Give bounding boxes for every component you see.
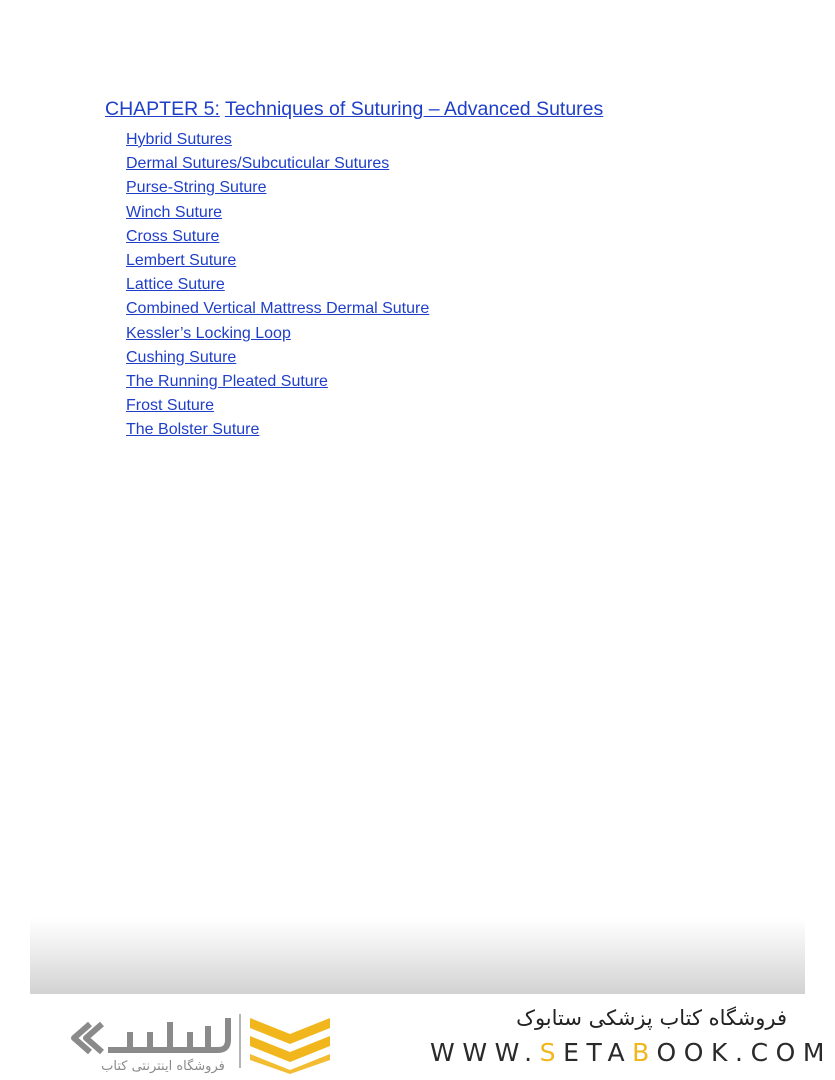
url-part-highlight: B [632, 1038, 657, 1067]
toc-link-bolster-suture[interactable]: The Bolster Suture [126, 421, 260, 439]
toc-item-list [126, 128, 603, 442]
toc-item [126, 346, 603, 370]
toc-item [126, 128, 603, 152]
toc-link-kesslers-locking-loop[interactable]: Kessler’s Locking Loop [126, 324, 291, 342]
toc-item [126, 370, 603, 394]
toc-link-cushing-suture[interactable]: Cushing Suture [126, 348, 237, 366]
setabook-logo [68, 1008, 333, 1074]
watermark-footer [0, 994, 835, 1080]
toc-link-cross-suture[interactable]: Cross Suture [126, 227, 220, 245]
toc-item [126, 273, 603, 297]
url-part: WWW. [430, 1038, 540, 1067]
url-part: ETA [563, 1038, 633, 1067]
chapter-label-link[interactable]: CHAPTER 5: [105, 98, 220, 120]
table-of-contents [105, 96, 603, 442]
chapter-heading [105, 96, 603, 122]
toc-item [126, 418, 603, 442]
url-part-highlight: S [539, 1038, 564, 1067]
toc-link-lembert-suture[interactable]: Lembert Suture [126, 251, 237, 269]
toc-link-winch-suture[interactable]: Winch Suture [126, 203, 223, 221]
toc-item [126, 249, 603, 273]
toc-item [126, 152, 603, 176]
toc-link-frost-suture[interactable]: Frost Suture [126, 397, 215, 415]
toc-item [126, 394, 603, 418]
toc-link-hybrid-sutures[interactable]: Hybrid Sutures [126, 131, 232, 148]
page-bottom-shadow [30, 918, 805, 994]
toc-item [126, 322, 603, 346]
toc-link-running-pleated-suture[interactable]: The Running Pleated Suture [126, 372, 328, 390]
url-part: OOK.COM [656, 1038, 833, 1067]
store-name: فروشگاه کتاب پزشکی ستابوک [516, 1006, 787, 1030]
toc-link-dermal-sutures[interactable]: Dermal Sutures/Subcuticular Sutures [126, 155, 390, 173]
toc-link-purse-string-suture[interactable]: Purse-String Suture [126, 179, 267, 197]
toc-link-combined-vertical-mattress[interactable]: Combined Vertical Mattress Dermal Suture [126, 300, 430, 318]
toc-item [126, 297, 603, 321]
logo-tagline: فروشگاه اینترنتی کتاب [101, 1059, 225, 1074]
store-url [430, 1038, 832, 1067]
toc-link-lattice-suture[interactable]: Lattice Suture [126, 276, 225, 294]
toc-item [126, 225, 603, 249]
chapter-title-link[interactable]: Techniques of Suturing – Advanced Sutures [224, 98, 604, 120]
toc-item [126, 176, 603, 200]
toc-item [126, 201, 603, 225]
